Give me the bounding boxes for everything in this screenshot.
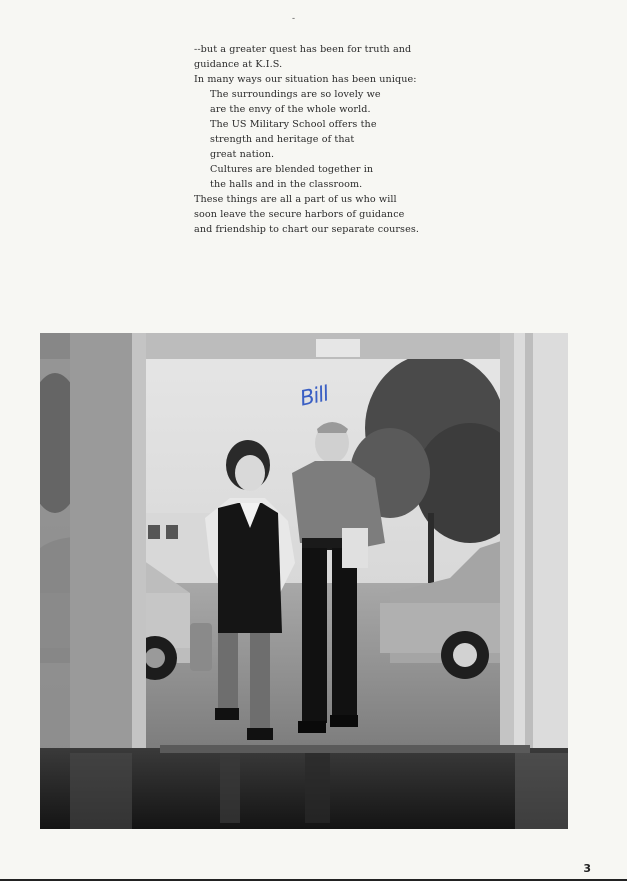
poem-line: --but a greater quest has been for truth and <box>194 44 412 55</box>
poem-line: Cultures are blended together in <box>210 164 374 175</box>
handwritten-signature: Bill <box>297 381 331 411</box>
left-door-frame <box>70 333 132 753</box>
poem-stanza-military-school <box>194 117 434 162</box>
right-door-frame <box>500 333 514 753</box>
poem-line: strength and heritage of that <box>210 134 355 145</box>
poem-text <box>194 42 434 237</box>
poem-line: the halls and in the classroom. <box>210 179 363 190</box>
poem-stanza-cultures <box>194 162 434 192</box>
poem-line: soon leave the secure harbors of guidance <box>194 209 405 220</box>
poem-line: These things are all a part of us who will <box>194 194 397 205</box>
poem-intro <box>194 42 434 87</box>
handbag <box>190 623 212 671</box>
poem-line: guidance at K.I.S. <box>194 59 283 70</box>
poem-line: The surroundings are so lovely we <box>210 89 381 100</box>
books <box>342 528 368 568</box>
poem-closing <box>194 192 434 237</box>
poem-line: In many ways our situation has been unique: <box>194 74 417 85</box>
page-number: 3 <box>583 862 591 875</box>
poem-line: The US Military School offers the <box>210 119 377 130</box>
poem-line: are the envy of the whole world. <box>210 104 371 115</box>
poem-stanza-surroundings <box>194 87 434 117</box>
top-mark: - <box>292 14 296 24</box>
poem-line: and friendship to chart our separate courses. <box>194 224 420 235</box>
poem-line: great nation. <box>210 149 275 160</box>
